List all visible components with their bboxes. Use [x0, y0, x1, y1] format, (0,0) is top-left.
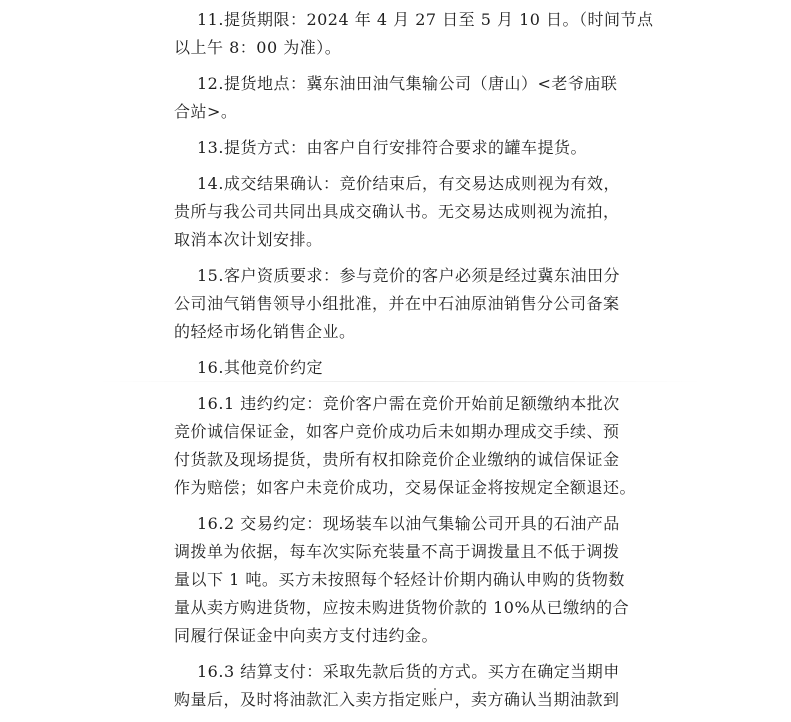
clause-16-1-line-4: 作为赔偿；如客户未竞价成功，交易保证金将按规定全额退还。: [174, 478, 637, 497]
clause-16-heading-line: 16.其他竞价约定: [197, 358, 323, 377]
clause-16-3: [174, 658, 630, 714]
clause-16-2-line-2: 调拨单为依据，每车次实际充装量不高于调拨量且不低于调拨: [174, 542, 620, 561]
clause-15-line-2: 公司油气销售领导小组批准，并在中石油原油销售分公司备案: [174, 294, 620, 313]
clause-16-1-line-2: 竞价诚信保证金，如客户竞价成功后未如期办理成交手续、预: [174, 422, 620, 441]
clause-14-line-1: 14.成交结果确认：竞价结束后，有交易达成则视为有效，: [197, 174, 620, 193]
clause-16-heading: [174, 354, 630, 382]
clause-12-line-1: 12.提货地点：冀东油田油气集输公司（唐山）<老爷庙联: [197, 74, 618, 93]
clause-16-3-line-2: 购量后，及时将油款汇入卖方指定账户，卖方确认当期油款到: [174, 690, 620, 709]
clause-16-2-line-5: 同履行保证金中向卖方支付违约金。: [174, 626, 439, 645]
clause-14: [174, 170, 630, 254]
clause-15: [174, 262, 630, 346]
clause-16-2-line-1: 16.2 交易约定：现场装车以油气集输公司开具的石油产品: [197, 514, 620, 533]
document-body: [174, 6, 654, 722]
clause-11: [174, 6, 654, 62]
clause-16-3-line-1: 16.3 结算支付：采取先款后货的方式。买方在确定当期申: [197, 662, 620, 681]
clause-14-line-3: 取消本次计划安排。: [174, 230, 323, 249]
clause-16-2-line-3: 量以下 1 吨。买方未按照每个轻烃计价期内确认申购的货物数: [174, 570, 625, 589]
clause-12: [174, 70, 630, 126]
clause-11-line-2: 以上午 8：00 为准）。: [174, 38, 342, 57]
clause-15-line-3: 的轻烃市场化销售企业。: [174, 322, 356, 341]
clause-16-1-line-3: 付货款及现场提货，贵所有权扣除竞价企业缴纳的诚信保证金: [174, 450, 620, 469]
clause-16-1: [174, 390, 637, 502]
clause-16-1-line-1: 16.1 违约约定：竞价客户需在竞价开始前足额缴纳本批次: [197, 394, 620, 413]
clause-15-line-1: 15.客户资质要求：参与竞价的客户必须是经过冀东油田分: [197, 266, 620, 285]
clause-13: [174, 134, 630, 162]
clause-13-line-1: 13.提货方式：由客户自行安排符合要求的罐车提货。: [197, 138, 587, 157]
clause-11-line-1: 11.提货期限：2024 年 4 月 27 日至 5 月 10 日。（时间节点: [197, 10, 654, 29]
scan-speck: [434, 688, 436, 690]
clause-12-line-2: 合站>。: [174, 102, 238, 121]
clause-16-2-line-4: 量从卖方购进货物，应按未购进货物价款的 10%从已缴纳的合: [174, 598, 630, 617]
clause-16-2: [174, 510, 630, 650]
clause-14-line-2: 贵所与我公司共同出具成交确认书。无交易达成则视为流拍，: [174, 202, 620, 221]
